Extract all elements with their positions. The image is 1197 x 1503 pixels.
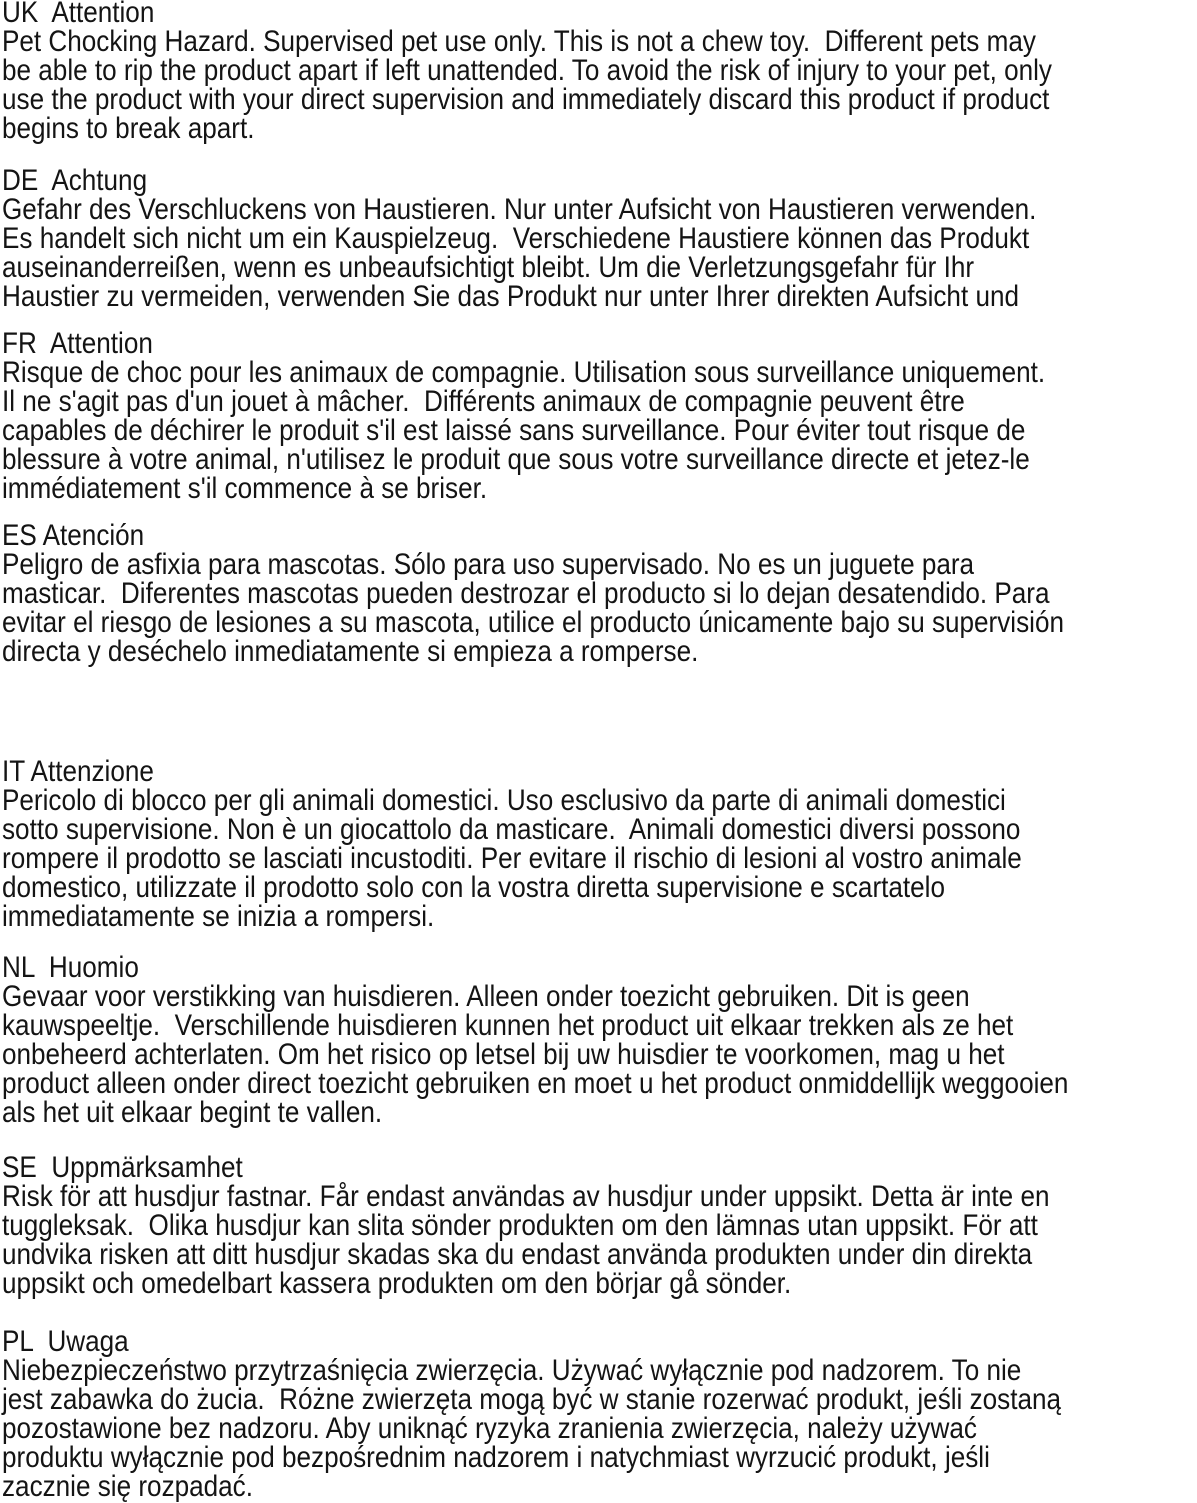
section-heading-de: DE Achtung	[2, 164, 148, 197]
text-line: Pericolo di blocco per gli animali domestici. Uso esclusivo da parte di animali domestici	[2, 784, 1006, 817]
warning-section-pl	[2, 1327, 1197, 1501]
text-line: Gevaar voor verstikking van huisdieren. Alleen onder toezicht gebruiken. Dit is geen	[2, 980, 970, 1013]
text-line: immédiatement s'il commence à se briser.	[2, 472, 488, 505]
text-line: jest zabawka do żucia. Różne zwierzęta mogą być w stanie rozerwać produkt, jeśli zostaną	[2, 1383, 1062, 1416]
text-line: Gefahr des Verschluckens von Haustieren. Nur unter Aufsicht von Haustieren verwenden.	[2, 193, 1037, 226]
text-line: domestico, utilizzate il prodotto solo con la vostra diretta supervisione e scartatelo	[2, 871, 945, 904]
text-line: pozostawione bez nadzoru. Aby uniknąć ryzyka zranienia zwierzęcia, należy używać	[2, 1412, 977, 1445]
section-text-block	[2, 0, 1197, 143]
text-line: produktu wyłącznie pod bezpośrednim nadzorem i natychmiast wyrzucić produkt, jeśli	[2, 1441, 990, 1474]
text-line: Risque de choc pour les animaux de compagnie. Utilisation sous surveillance uniquement.	[2, 356, 1046, 389]
text-line: immediatamente se inizia a rompersi.	[2, 900, 435, 933]
section-heading-pl: PL Uwaga	[2, 1325, 129, 1358]
section-text-block	[2, 329, 1197, 503]
text-line: auseinanderreißen, wenn es unbeaufsichtigt bleibt. Um die Verletzungsgefahr für Ihr	[2, 251, 975, 284]
section-text-block	[2, 521, 1197, 666]
text-line: undvika risken att ditt husdjur skadas ska du endast använda produkten under din direkta	[2, 1238, 1033, 1271]
section-heading-es: ES Atención	[2, 519, 145, 552]
text-line: Risk för att husdjur fastnar. Får endast användas av husdjur under uppsikt. Detta är inte en	[2, 1180, 1050, 1213]
text-line: Il ne s'agit pas d'un jouet à mâcher. Différents animaux de compagnie peuvent être	[2, 385, 965, 418]
text-line: be able to rip the product apart if left unattended. To avoid the risk of injury to your pet, only	[2, 54, 1052, 87]
text-line: uppsikt och omedelbart kassera produkten om den börjar gå sönder.	[2, 1267, 792, 1300]
text-line: directa y deséchelo inmediatamente si empieza a romperse.	[2, 635, 699, 668]
warning-section-fr	[2, 329, 1197, 503]
section-heading-fr: FR Attention	[2, 327, 153, 360]
warning-section-it	[2, 757, 1197, 931]
text-line: Niebezpieczeństwo przytrzaśnięcia zwierzęcia. Używać wyłącznie pod nadzorem. To nie	[2, 1354, 1022, 1387]
text-line: tuggleksak. Olika husdjur kan slita sönder produkten om den lämnas utan uppsikt. För att	[2, 1209, 1038, 1242]
section-text-block	[2, 166, 1197, 311]
warning-label-document	[2, 0, 1197, 1503]
text-line: sotto supervisione. Non è un giocattolo da masticare. Animali domestici diversi possono	[2, 813, 1021, 846]
text-line: Pet Chocking Hazard. Supervised pet use only. This is not a chew toy. Different pets may	[2, 25, 1036, 58]
text-line: onbeheerd achterlaten. Om het risico op letsel bij uw huisdier te voorkomen, mag u het	[2, 1038, 1005, 1071]
text-line: blessure à votre animal, n'utilisez le produit que sous votre surveillance directe et jetez-le	[2, 443, 1030, 476]
text-line: capables de déchirer le produit s'il est laissé sans surveillance. Pour éviter tout risque de	[2, 414, 1026, 447]
text-line: product alleen onder direct toezicht gebruiken en moet u het product onmiddellijk weggooien	[2, 1067, 1069, 1100]
section-text-block	[2, 953, 1197, 1127]
text-line: Haustier zu vermeiden, verwenden Sie das Produkt nur unter Ihrer direkten Aufsicht und	[2, 280, 1020, 313]
section-heading-uk: UK Attention	[2, 0, 155, 29]
section-heading-nl: NL Huomio	[2, 951, 139, 984]
text-line: use the product with your direct supervision and immediately discard this product if product	[2, 83, 1050, 116]
section-heading-se: SE Uppmärksamhet	[2, 1151, 243, 1184]
text-line: Peligro de asfixia para mascotas. Sólo para uso supervisado. No es un juguete para	[2, 548, 975, 581]
text-line: zacznie się rozpadać.	[2, 1470, 253, 1503]
text-line: kauwspeeltje. Verschillende huisdieren kunnen het product uit elkaar trekken als ze het	[2, 1009, 1014, 1042]
text-line: Es handelt sich nicht um ein Kauspielzeug. Verschiedene Haustiere können das Produkt	[2, 222, 1030, 255]
text-line: evitar el riesgo de lesiones a su mascota, utilice el producto únicamente bajo su supervisión	[2, 606, 1064, 639]
text-line: masticar. Diferentes mascotas pueden destrozar el producto si lo dejan desatendido. Para	[2, 577, 1050, 610]
section-text-block	[2, 757, 1197, 931]
warning-section-uk	[2, 0, 1197, 143]
text-line: als het uit elkaar begint te vallen.	[2, 1096, 383, 1129]
section-heading-it: IT Attenzione	[2, 755, 154, 788]
warning-section-nl	[2, 953, 1197, 1127]
text-line: begins to break apart.	[2, 112, 255, 145]
text-line: rompere il prodotto se lasciati incustoditi. Per evitare il rischio di lesioni al vostro animale	[2, 842, 1022, 875]
section-text-block	[2, 1327, 1197, 1501]
warning-section-de	[2, 166, 1197, 311]
warning-section-es	[2, 521, 1197, 666]
section-text-block	[2, 1153, 1197, 1298]
warning-section-se	[2, 1153, 1197, 1298]
